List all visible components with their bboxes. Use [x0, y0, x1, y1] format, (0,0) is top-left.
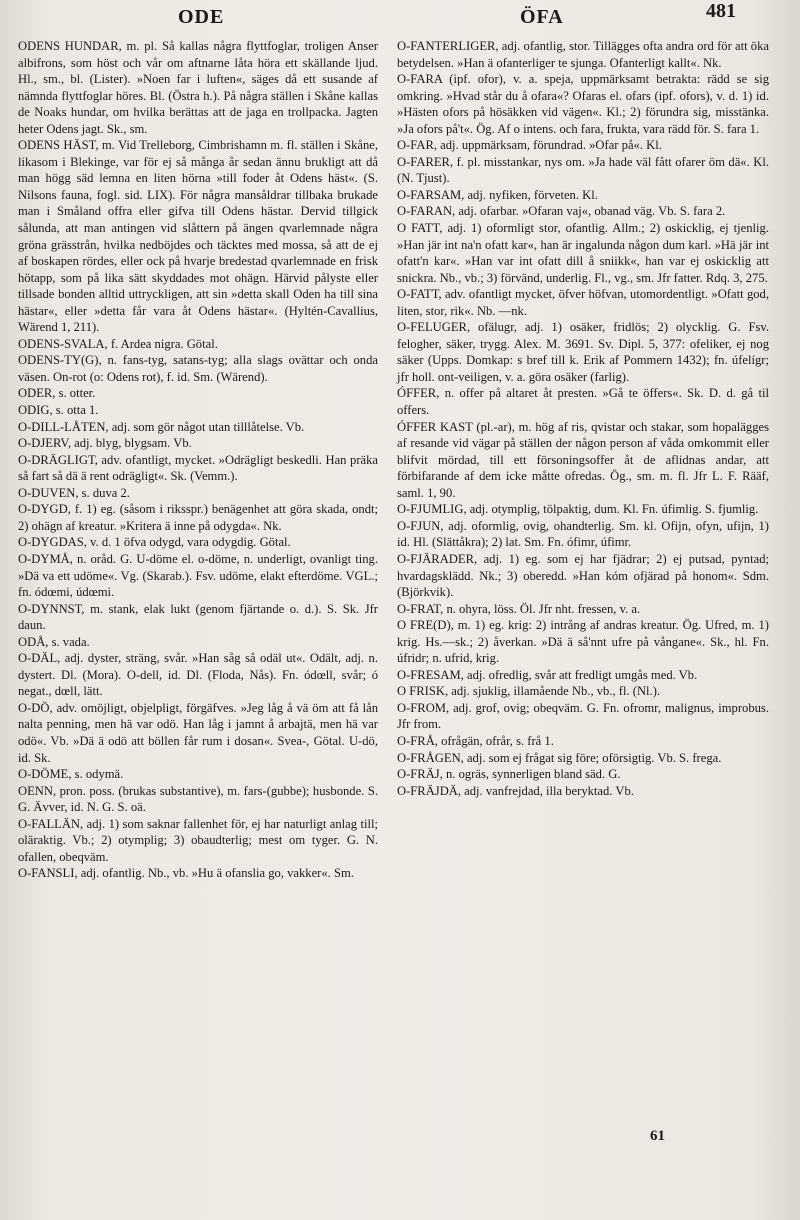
dictionary-entry: ODENS-TY(G), n. fans-tyg, satans-tyg; alla slags ovättar och onda väsen. On-rot (o: Odens rot), f. id. Sm. (Wärend).	[18, 353, 378, 384]
dictionary-entry: O-DÖME, s. odymä.	[18, 767, 124, 782]
sheet-signature: 61	[650, 1128, 665, 1144]
dictionary-entry: ÓFFER KAST (pl.-ar), m. hög af ris, qvistar och stakar, som hopalägges af resande vid vägar på ställen der någon person af våda omkommit eller blifvit mördad, till ett försoningsoffer åt de aflidnas andar, att förbifarande af dem icke måtte ofredas. Ög., sm. m. fl. Jfr L. F. Rääf, saml. 1, 90.	[397, 419, 769, 500]
header-right-guide-word: ÖFA	[520, 6, 564, 28]
dictionary-entry: O-DRÄGLIGT, adv. ofantligt, mycket. »Odrägligt beskedli. Han präka så fart så dä ä rent odrägligt«. Sk. (Vemm.).	[18, 452, 378, 484]
dictionary-entry: O-DÖ, adv. omöjligt, objelpligt, förgäfves. »Jeg låg å vä öm att få lån nalta penning, men hä var odö. Han låg i jamnt å arbajtä, men hä var odö«. Vb. »Dä ä odö att böllen får rum i dosan«. Svea-, Götal. U-dö, id. Sk.	[18, 700, 378, 765]
dictionary-entry: O-DYGD, f. 1) eg. (såsom i riksspr.) benägenhet att göra skada, ondt; 2) ohägn af kreatur. »Kritera ä inne på odygda«. Nk.	[18, 502, 378, 533]
dictionary-entry: O-FRESAM, adj. ofredlig, svår att fredligt umgås med. Vb.	[397, 667, 698, 682]
dictionary-entry: O-FJUMLIG, adj. otymplig, tölpaktig, dum. Kl. Fn. úfimlig. S. fjumlig.	[397, 502, 759, 517]
dictionary-entry: O FRE(D), m. 1) eg. krig: 2) intrång af andras kreatur. Ög. Ufred, m. 1) krig. Hs.—sk.; 2) åverkan. »Dä ä så'nnt ufre på vångane«. Sk., hl. Fn. úfridr; n. ufrid, krig.	[397, 618, 769, 666]
dictionary-entry: O-FELUGER, ofälugr, adj. 1) osäker, fridlös; 2) olycklig. G. Fsv. felogher, säker, trygg. Alex. M. 3691. Sv. Dipl. 5, 377: ofeliker, ej nog säker (Upps. Domkap: s bref till k. Erik af Pommern 1432); fn. úfelígr; jfr holl. ont-veiligen, v. a. göra osäker (farlig).	[397, 320, 769, 384]
dictionary-entry: O-FRÄJ, n. ogräs, synnerligen bland säd. G.	[397, 767, 621, 782]
dictionary-entry: O-DILL-LÅTEN, adj. som gör något utan tilllåtelse. Vb.	[18, 419, 305, 434]
dictionary-entry: O-FANSLI, adj. ofantlig. Nb., vb. »Hu ä ofanslia go, vakker«. Sm.	[18, 866, 354, 881]
dictionary-entry: O-FARER, f. pl. misstankar, nys om. »Ja hade väl fått ofarer öm dä«. Kl. (N. Tjust).	[397, 154, 769, 186]
dictionary-entry: OENN, pron. poss. (brukas substantive), m. fars-(gubbe); husbonde. S. G. Ävver, id. N. G. S. oä.	[18, 783, 378, 815]
dictionary-entry: O-FJUN, adj. oformlig, ovig, ohandterlig. Sm. kl. Ofijn, ofyn, ufijn, 1) id. Hl. (Slättåkra); 2) lat. Sm. Fn. ófimr, úfimr.	[397, 518, 769, 550]
dictionary-entry: O-FJÄRADER, adj. 1) eg. som ej har fjädrar; 2) ej putsad, pyntad; hvardagsklädd. Nk.; 3) oberedd. »Han kóm ofjärad på honom«. Sdm. (Björkvik).	[397, 551, 769, 600]
dictionary-entry: O FATT, adj. 1) oformligt stor, ofantlig. Allm.; 2) oskicklig, ej tjenlig. »Han jär int na'n ofatt kar«, han är ingalunda någon dum karl. »Hä jär int ofatt'n kar«. »Han var int ofatt dill å sniikk«, han var ej oskicklig att snickra. Nb., vb.; 3) förvänd, underlig. Fl., vg., sm. Jfr fatter. Rdq. 3, 275.	[397, 221, 769, 285]
page-number: 481	[706, 0, 736, 22]
left-column	[18, 38, 378, 882]
dictionary-entry: O-DYGDAS, v. d. 1 öfva odygd, vara odygdig. Götal.	[18, 535, 291, 550]
dictionary-entry: ODIG, s. otta 1.	[18, 403, 99, 418]
dictionary-entry: O-FRAT, n. ohyra, löss. Öl. Jfr nht. fressen, v. a.	[397, 601, 641, 616]
dictionary-entry: O-FAR, adj. uppmärksam, förundrad. »Ofar på«. Kl.	[397, 138, 662, 153]
dictionary-entry: ODÅ, s. vada.	[18, 634, 90, 649]
header-left-guide-word: ODE	[178, 6, 225, 28]
dictionary-entry: O-FATT, adv. ofantligt mycket, öfver höfvan, utomordentligt. »Ofatt god, liten, stor, rik«. Nb. —nk.	[397, 287, 769, 318]
dictionary-entry: O-FRÅ, ofrågän, ofrår, s. frå 1.	[397, 733, 554, 748]
dictionary-entry: O-FANTERLIGER, adj. ofantlig, stor. Tillägges ofta andra ord för att öka betydelsen. »Han ä ofanterliger te sjunga. Ofanterligt kallt«. Nk.	[397, 39, 769, 70]
dictionary-entry: O-DUVEN, s. duva 2.	[18, 485, 130, 500]
dictionary-entry: O-FARA (ipf. ofor), v. a. speja, uppmärksamt betrakta: rädd se sig omkring. »Hvad står du å ofara«? Ofaras el. ofars (ipf. ofors), v. d. 1) id. »Hästen ofors på hösäkken vid vägen«. Kl.; 2) förundra sig, misstänka. »Ja ofors på't«. Ög. Af o intens. och fara, frukta, vara rädd för. S. fara 1.	[397, 72, 769, 136]
dictionary-entry: O-FARAN, adj. ofarbar. »Ofaran vaj«, obanad väg. Vb. S. fara 2.	[397, 204, 726, 219]
dictionary-entry: ODENS HÄST, m. Vid Trelleborg, Cimbrishamn m. fl. ställen i Skåne, likasom i Blekinge, var för ej så många år sedan ännu brukligt att då man högg säd lemna en liten hörna »till foder åt Odens häst«. (S. Nilsons fauna, fogl. sid. LIX). För några mansåldrar tillbaka brukade man i Småland offra eller gifva till Odens hästar. Dervid tillgick sålunda, att man antingen vid slåttern på ängen qvarlemnade några gröna grässtrån, hvilka nedböjdes och täcktes med mossa, så att de ej af boskapen rördes, eller ock på hvarje bredestad qvarlemnade en frisk hötapp, som på lika sätt skyddades mot ohägn. Härvid pålyste eller tillsade bonden alltid uttryckligen, att sin »detta skall Oden ha till sina hästar«, eller »detta får vara åt Odens hästar«. (Hyltén-Cavallius, Wärend 1, 211).	[18, 138, 378, 335]
dictionary-entry: O-DÄL, adj. dyster, sträng, svår. »Han såg så odäl ut«. Odält, adj. n. dystert. Dl. (Mora). O-dell, id. Dl. (Floda, Nås). Fn. ódœll, svår; ó negat., dœll, lätt.	[18, 651, 378, 699]
dictionary-entry: O-DJERV, adj. blyg, blygsam. Vb.	[18, 436, 192, 451]
dictionary-entry: ODENS HUNDAR, m. pl. Så kallas några flyttfoglar, troligen Anser albifrons, som höst och vår om aftnarne låta höra ett skällande ljud. Hl., sm., bl. (Lister). »Noen far i luften«, säges då ett susande af nämnda flyttfoglar höres. Bl. (Östra h.). På några ställen i Skåne kallas de Noaks hundar, om hvilka berättas att de jaga en trollpacka. Jagten heter Odens jagt. Sk., sm.	[18, 39, 378, 136]
page-header	[0, 0, 800, 40]
dictionary-entry: O-DYNNST, m. stank, elak lukt (genom fjärtande o. d.). S. Sk. Jfr daun.	[18, 601, 378, 633]
dictionary-entry: O-FALLÄN, adj. 1) som saknar fallenhet för, ej har naturligt anlag till; oläraktig. Vb.; 2) otymplig; 3) obaudterlig; mest om tyger. G. N. ofallen, obeqväm.	[18, 816, 378, 864]
dictionary-entry: O FRISK, adj. sjuklig, illamående Nb., vb., fl. (Nl.).	[397, 684, 661, 699]
right-column	[397, 38, 769, 799]
dictionary-entry: O-DYMÅ, n. oråd. G. U-döme el. o-döme, n. underligt, ovanligt ting. »Dä va ett udöme«. Vg. (Skarab.). Fsv. udöme, elakt efterdöme. VGL.; fn. ódœmi, údœmi.	[18, 551, 378, 600]
dictionary-entry: ÓFFER, n. offer på altaret åt presten. »Gå te öffers«. Sk. D. d. gå til offers.	[397, 386, 769, 418]
dictionary-entry: O-FRÄJDÄ, adj. vanfrejdad, illa beryktad. Vb.	[397, 783, 634, 798]
dictionary-entry: O-FROM, adj. grof, ovig; obeqväm. G. Fn. ofromr, malignus, improbus. Jfr from.	[397, 700, 769, 732]
dictionary-entry: ODER, s. otter.	[18, 386, 96, 401]
dictionary-entry: ODENS-SVALA, f. Ardea nigra. Götal.	[18, 336, 218, 351]
dictionary-entry: O-FARSAM, adj. nyfiken, förveten. Kl.	[397, 187, 598, 202]
dictionary-entry: O-FRÅGEN, adj. som ej frågat sig före; oförsigtig. Vb. S. frega.	[397, 750, 722, 765]
